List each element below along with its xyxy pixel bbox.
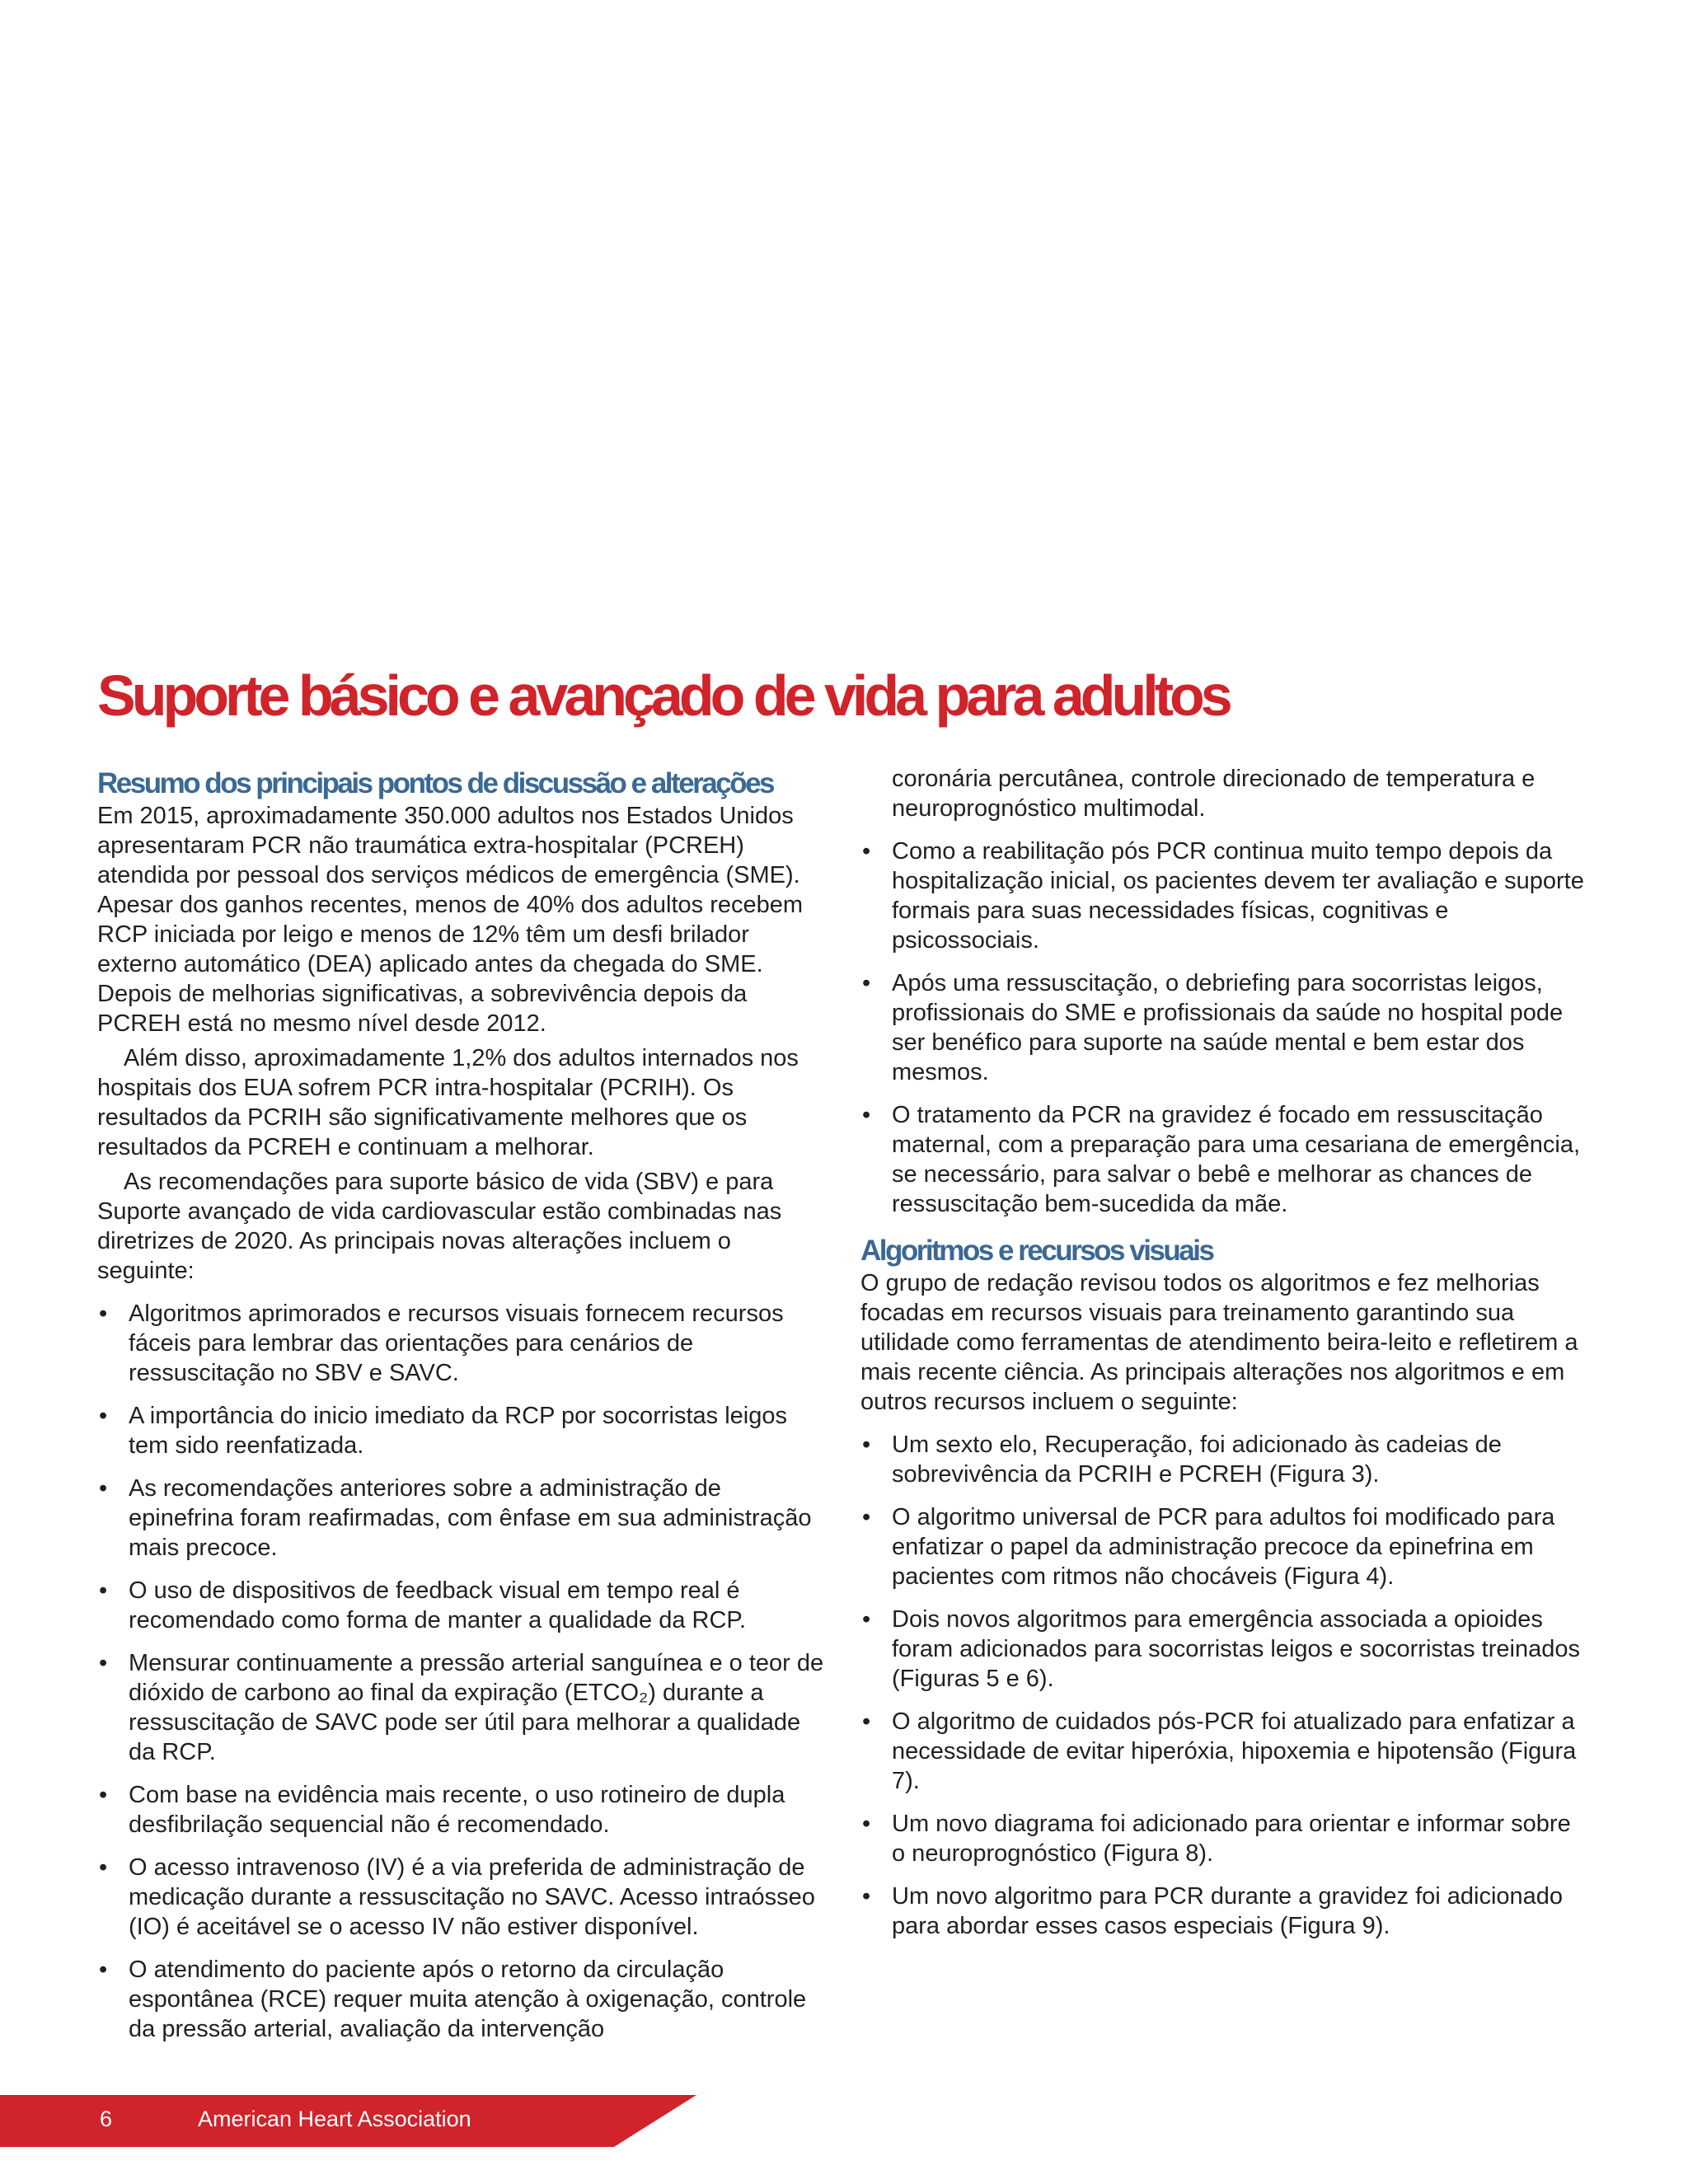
list-item: • Mensurar continuamente a pressão arterial sanguínea e o teor de dióxido de carbono ao final da expiração (ETCO₂) durante a ressuscitação de SAVC pode ser útil para melhorar a qualidade da RCP. — [99, 1650, 824, 1765]
bullet-dot-icon: • — [862, 1883, 871, 1910]
algorithm-changes-list — [860, 1430, 1590, 1941]
bullet-dot-icon: • — [99, 1301, 108, 1327]
post-arrest-list — [860, 837, 1590, 1219]
list-item: • Um novo algoritmo para PCR durante a gravidez foi adicionado para abordar esses casos especiais (Figura 9). — [862, 1883, 1564, 1939]
list-item: • O algoritmo universal de PCR para adultos foi modificado para enfatizar o papel da administração precoce da epinefrina em pacientes com ritmos não chocáveis (Figura 4). — [862, 1504, 1555, 1590]
intro-paragraph-3: As recomendações para suporte básico de vida (SBV) e para Suporte avançado de vida cardiovascular estão combinadas nas diretrizes de 2020. As principais novas alterações incluem o seguinte: — [97, 1169, 782, 1284]
bullet-dot-icon: • — [862, 1708, 871, 1735]
footer-banner — [0, 2095, 696, 2147]
bullet-dot-icon: • — [99, 1854, 108, 1881]
list-item: • Um sexto elo, Recuperação, foi adicionado às cadeias de sobrevivência da PCRIH e PCREH (Figura 3). — [862, 1432, 1502, 1488]
list-item: • A importância do inicio imediato da RCP por socorristas leigos tem sido reenfatizada. — [99, 1403, 787, 1459]
bullet-dot-icon: • — [862, 1504, 871, 1530]
bullet-dot-icon: • — [99, 1957, 108, 1983]
list-item: • Após uma ressuscitação, o debriefing para socorristas leigos, profissionais do SME e profissionais da saúde no hospital pode ser benéfico para suporte na saúde mental e bem estar dos mesmos. — [862, 970, 1564, 1085]
algorithms-heading: Algoritmos e recursos visuais — [860, 1235, 1213, 1267]
list-item: • Um novo diagrama foi adicionado para orientar e informar sobre o neuroprognóstico (Figura 8). — [862, 1811, 1571, 1867]
bullet-dot-icon: • — [862, 838, 871, 865]
list-item: • O acesso intravenoso (IV) é a via preferida de administração de medicação durante a ressuscitação no SAVC. Acesso intraósseo (IO) é aceitável se o acesso IV não estiver disponível. — [99, 1854, 815, 1940]
bullet-dot-icon: • — [99, 1475, 108, 1502]
page-number: 6 — [100, 2107, 113, 2131]
list-item: • Dois novos algoritmos para emergência associada a opioides foram adicionados para socorristas leigos e socorristas treinados (Figuras 5 e 6). — [862, 1606, 1580, 1692]
left-column — [97, 766, 827, 2057]
bullet-dot-icon: • — [862, 1606, 871, 1633]
intro-paragraph-2: Além disso, aproximadamente 1,2% dos adultos internados nos hospitais dos EUA sofrem PCR intra-hospitalar (PCRIH). Os resultados da PCRIH são significativamente melhores que os resultados da PCREH e continuam a melhorar. — [97, 1045, 799, 1160]
list-item: • As recomendações anteriores sobre a administração de epinefrina foram reafirmadas, com ênfase em sua administração mais precoce. — [99, 1475, 812, 1561]
right-column — [860, 764, 1590, 1954]
list-item: • O algoritmo de cuidados pós-PCR foi atualizado para enfatizar a necessidade de evitar hiperóxia, hipoxemia e hipotensão (Figura 7). — [862, 1708, 1577, 1794]
bullet-dot-icon: • — [862, 1811, 871, 1837]
bullet-dot-icon: • — [862, 1102, 871, 1128]
continued-text: coronária percutânea, controle direcionado de temperatura e neuroprognóstico multimodal. — [892, 766, 1536, 822]
page-title: Suporte básico e avançado de vida para adultos — [97, 663, 1229, 728]
bullet-dot-icon: • — [862, 1432, 871, 1458]
key-changes-list — [97, 1299, 827, 2044]
list-item: • O uso de dispositivos de feedback visual em tempo real é recomendado como forma de manter a qualidade da RCP. — [99, 1577, 747, 1633]
summary-heading: Resumo dos principais pontos de discussão e alterações — [97, 767, 774, 799]
bullet-dot-icon: • — [99, 1782, 108, 1808]
algorithms-paragraph: O grupo de redação revisou todos os algoritmos e fez melhorias focadas em recursos visuais para treinamento garantindo sua utilidade como ferramentas de atendimento beira-leito e refletirem a mais recente ciência. As principais alterações nos algoritmos e em outros recursos incluem o seguinte: — [860, 1270, 1578, 1415]
list-item: • O tratamento da PCR na gravidez é focado em ressuscitação maternal, com a preparação para uma cesariana de emergência, se necessário, para salvar o bebê e melhorar as chances de ressuscitação bem-sucedida da mãe. — [862, 1102, 1581, 1217]
organization-name: American Heart Association — [198, 2107, 471, 2131]
intro-paragraph-1: Em 2015, aproximadamente 350.000 adultos nos Estados Unidos apresentaram PCR não traumática extra-hospitalar (PCREH) atendida por pessoal dos serviços médicos de emergência (SME). Apesar dos ganhos recentes, menos de 40% dos adultos recebem RCP iniciada por leigo e menos de 12% têm um desfi brilador externo automático (DEA) aplicado antes da chegada do SME. Depois de melhorias significativas, a sobrevivência depois da PCREH está no mesmo nível desde 2012. — [97, 803, 804, 1037]
list-item: • Com base na evidência mais recente, o uso rotineiro de dupla desfibrilação sequencial não é recomendado. — [99, 1782, 785, 1838]
list-item: • Como a reabilitação pós PCR continua muito tempo depois da hospitalização inicial, os pacientes devem ter avaliação e suporte formais para suas necessidades físicas, cognitivas e psicossociais. — [862, 838, 1584, 954]
list-item: • Algoritmos aprimorados e recursos visuais fornecem recursos fáceis para lembrar das orientações para cenários de ressuscitação no SBV e SAVC. — [99, 1301, 784, 1386]
bullet-dot-icon: • — [99, 1403, 108, 1429]
bullet-dot-icon: • — [99, 1650, 108, 1676]
bullet-dot-icon: • — [862, 970, 871, 996]
bullet-dot-icon: • — [99, 1577, 108, 1604]
list-item: • O atendimento do paciente após o retorno da circulação espontânea (RCE) requer muita atenção à oxigenação, controle da pressão arterial, avaliação da intervenção — [99, 1957, 807, 2042]
